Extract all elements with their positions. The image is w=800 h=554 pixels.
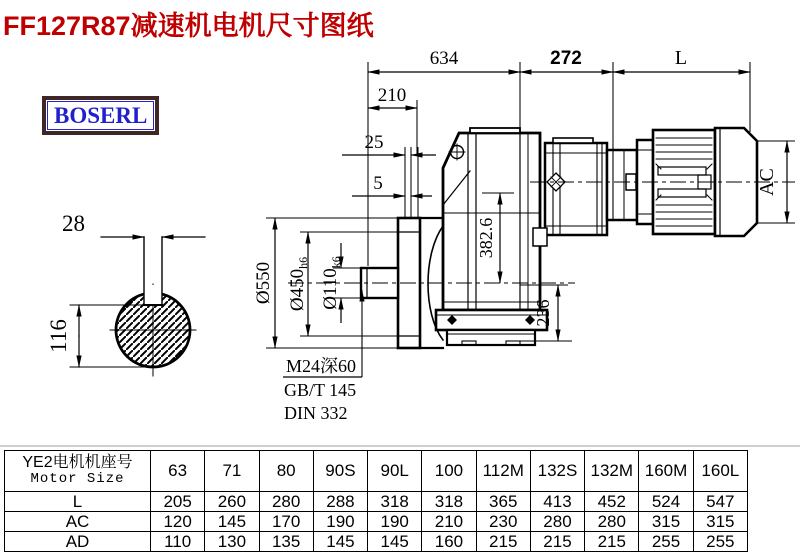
shaft-section-view	[70, 237, 205, 376]
boserl-logo	[42, 96, 159, 135]
table-cell: 110	[151, 532, 205, 552]
table-cell: 210	[422, 512, 476, 532]
table-cell: 318	[422, 492, 476, 512]
boserl-logo-text: BOSERL	[47, 101, 154, 130]
dim-634-label: 634	[429, 48, 459, 69]
table-cell: 255	[693, 532, 747, 552]
page-title: FF127R87减速机电机尺寸图纸	[3, 11, 374, 41]
table-cell: 413	[530, 492, 584, 512]
dim-key-width-label: 28	[62, 211, 85, 236]
table-cell: 315	[639, 512, 693, 532]
note-std1-label: GB/T 145	[284, 380, 357, 400]
motor-size-column-header: 100	[422, 451, 476, 492]
table-cell: 318	[368, 492, 422, 512]
table-row	[5, 492, 748, 512]
motor-size-column-header: 71	[205, 451, 259, 492]
table-cell: 260	[205, 492, 259, 512]
table-cell: 524	[639, 492, 693, 512]
table-cell: 205	[151, 492, 205, 512]
table-divider	[0, 445, 800, 447]
table-header-row	[5, 451, 748, 492]
motor-size-column-header: 63	[151, 451, 205, 492]
dim-25-label: 25	[364, 132, 384, 153]
table-cell: 315	[693, 512, 747, 532]
motor-size-column-header: 132M	[585, 451, 639, 492]
table-cell: 215	[585, 532, 639, 552]
table-cell: 145	[205, 512, 259, 532]
note-tap-label: M24深60	[286, 356, 357, 376]
row-label-cell: AD	[5, 532, 151, 552]
dim-AC-label: AC	[756, 168, 778, 196]
table-cell: 280	[585, 512, 639, 532]
table-cell: 280	[259, 492, 313, 512]
table-cell: 190	[313, 512, 367, 532]
table-cell: 130	[205, 532, 259, 552]
table-cell: 160	[422, 532, 476, 552]
motor-size-column-header: 80	[259, 451, 313, 492]
table-cell: 255	[639, 532, 693, 552]
motor-size-column-header: 112M	[476, 451, 530, 492]
dim-236-label: 236	[533, 299, 553, 327]
table-cell: 365	[476, 492, 530, 512]
table-row	[5, 532, 748, 552]
table-cell: 280	[530, 512, 584, 532]
header-cn: YE2电机机座号	[22, 454, 133, 472]
dim-L-label: L	[674, 47, 688, 69]
motor-dimension-table	[4, 450, 748, 552]
table-cell: 547	[693, 492, 747, 512]
motor-size-column-header: 90L	[368, 451, 422, 492]
table-cell: 190	[368, 512, 422, 532]
dim-272-label: 272	[550, 48, 582, 69]
table-cell: 215	[476, 532, 530, 552]
row-label-cell: L	[5, 492, 151, 512]
dim-550-label: Ø550	[253, 261, 274, 305]
dim-5-label: 5	[373, 173, 383, 194]
motor-size-column-header: 160M	[639, 451, 693, 492]
dim-110k6-label: $Ø110_{k6}$	[320, 256, 343, 310]
input-stage-and-motor	[533, 128, 757, 246]
motor-size-column-header: 90S	[313, 451, 367, 492]
table-row	[5, 512, 748, 532]
dim-450h6-label: $Ø450_{h6}$	[287, 256, 310, 312]
motor-size-column-header: 132S	[530, 451, 584, 492]
dim-3826-label: 382.6	[476, 217, 496, 259]
dim-210-label: 210	[377, 85, 407, 106]
table-cell: 145	[313, 532, 367, 552]
table-body	[5, 492, 748, 552]
dim-key-height-label: 116	[46, 319, 71, 353]
table-cell: 288	[313, 492, 367, 512]
housing-skirt	[447, 330, 535, 345]
gearbox-housing	[361, 128, 547, 348]
table-cell: 120	[151, 512, 205, 532]
table-cell: 452	[585, 492, 639, 512]
table-cell: 215	[530, 532, 584, 552]
header-en: Motor Size	[30, 471, 125, 488]
table-cell: 145	[368, 532, 422, 552]
table-cell: 230	[476, 512, 530, 532]
table-cell: 135	[259, 532, 313, 552]
row-label-cell: AC	[5, 512, 151, 532]
table-cell: 170	[259, 512, 313, 532]
motor-size-column-header: 160L	[693, 451, 747, 492]
note-std2-label: DIN 332	[284, 403, 348, 423]
motor-size-header-cell	[5, 451, 151, 492]
